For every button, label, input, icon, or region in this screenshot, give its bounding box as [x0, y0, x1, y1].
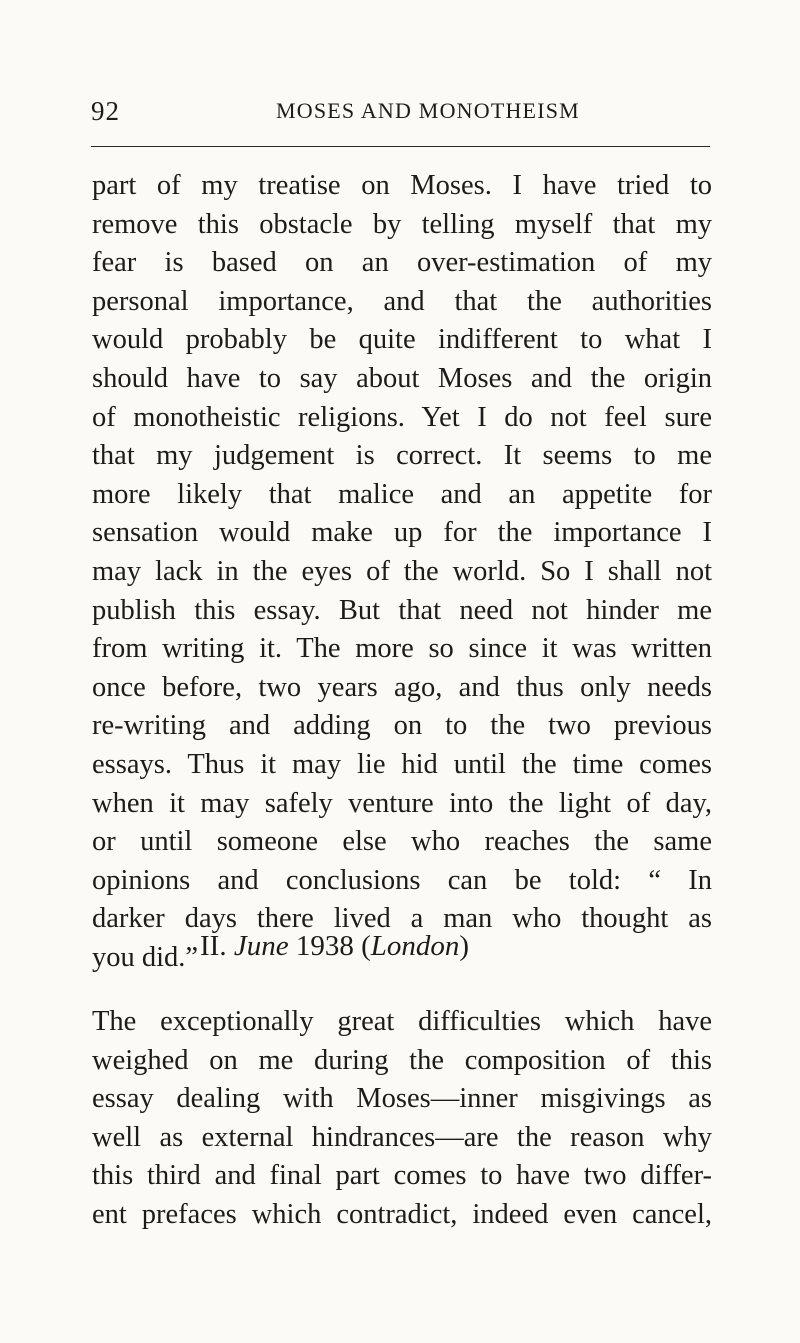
text-line: from writing it. The more so since it was written	[92, 633, 712, 665]
text-line: sensation would make up for the importance I	[92, 517, 712, 549]
paragraph-1	[92, 167, 712, 977]
text-line: well as external hindrances—are the reason why	[92, 1121, 712, 1153]
text-line: of monotheistic religions. Yet I do not feel sure	[92, 401, 712, 433]
text-line: you did.”	[92, 941, 199, 973]
text-line: should have to say about Moses and the origin	[92, 362, 712, 394]
section-place: London	[370, 930, 460, 962]
text-line: opinions and conclusions can be told: “ In	[92, 864, 712, 896]
text-line: once before, two years ago, and thus only needs	[92, 671, 712, 703]
text-line: fear is based on an over-estimation of my	[92, 247, 712, 279]
text-line: The exceptionally great difficulties which have	[92, 1006, 712, 1037]
text-line: darker days there lived a man who thought as	[92, 903, 712, 935]
section-month: June	[233, 930, 289, 962]
text-line: would probably be quite indifferent to what I	[92, 324, 712, 356]
text-line: ent prefaces which contradict, indeed even cancel,	[92, 1198, 712, 1230]
section-year: 1938	[295, 930, 354, 962]
section-heading: II. June 1938 (London)	[200, 930, 470, 962]
text-line: part of my treatise on Moses. I have tried to	[92, 170, 712, 201]
running-title: MOSES AND MONOTHEISM	[276, 98, 580, 123]
text-line: essay dealing with Moses—inner misgivings as	[92, 1083, 712, 1115]
section-numeral: II.	[200, 930, 227, 962]
text-line: may lack in the eyes of the world. So I shall not	[92, 555, 712, 587]
paragraph-2	[92, 1003, 712, 1235]
text-line: weighed on me during the composition of this	[92, 1044, 712, 1076]
text-line: remove this obstacle by telling myself that my	[92, 208, 712, 240]
text-line: re-writing and adding on to the two previous	[92, 710, 712, 742]
text-line: publish this essay. But that need not hinder me	[92, 594, 712, 626]
text-line: more likely that malice and an appetite for	[92, 478, 712, 510]
text-line: that my judgement is correct. It seems to me	[92, 440, 712, 472]
text-line: personal importance, and that the authorities	[92, 285, 712, 317]
text-line: this third and final part comes to have two differ-	[92, 1160, 712, 1192]
header-rule	[91, 146, 710, 147]
running-head	[91, 96, 711, 130]
text-line: or until someone else who reaches the same	[92, 826, 712, 858]
text-line: when it may safely venture into the light of day,	[92, 787, 712, 819]
text-line: essays. Thus it may lie hid until the time comes	[92, 748, 712, 780]
page-number: 92	[91, 96, 120, 126]
